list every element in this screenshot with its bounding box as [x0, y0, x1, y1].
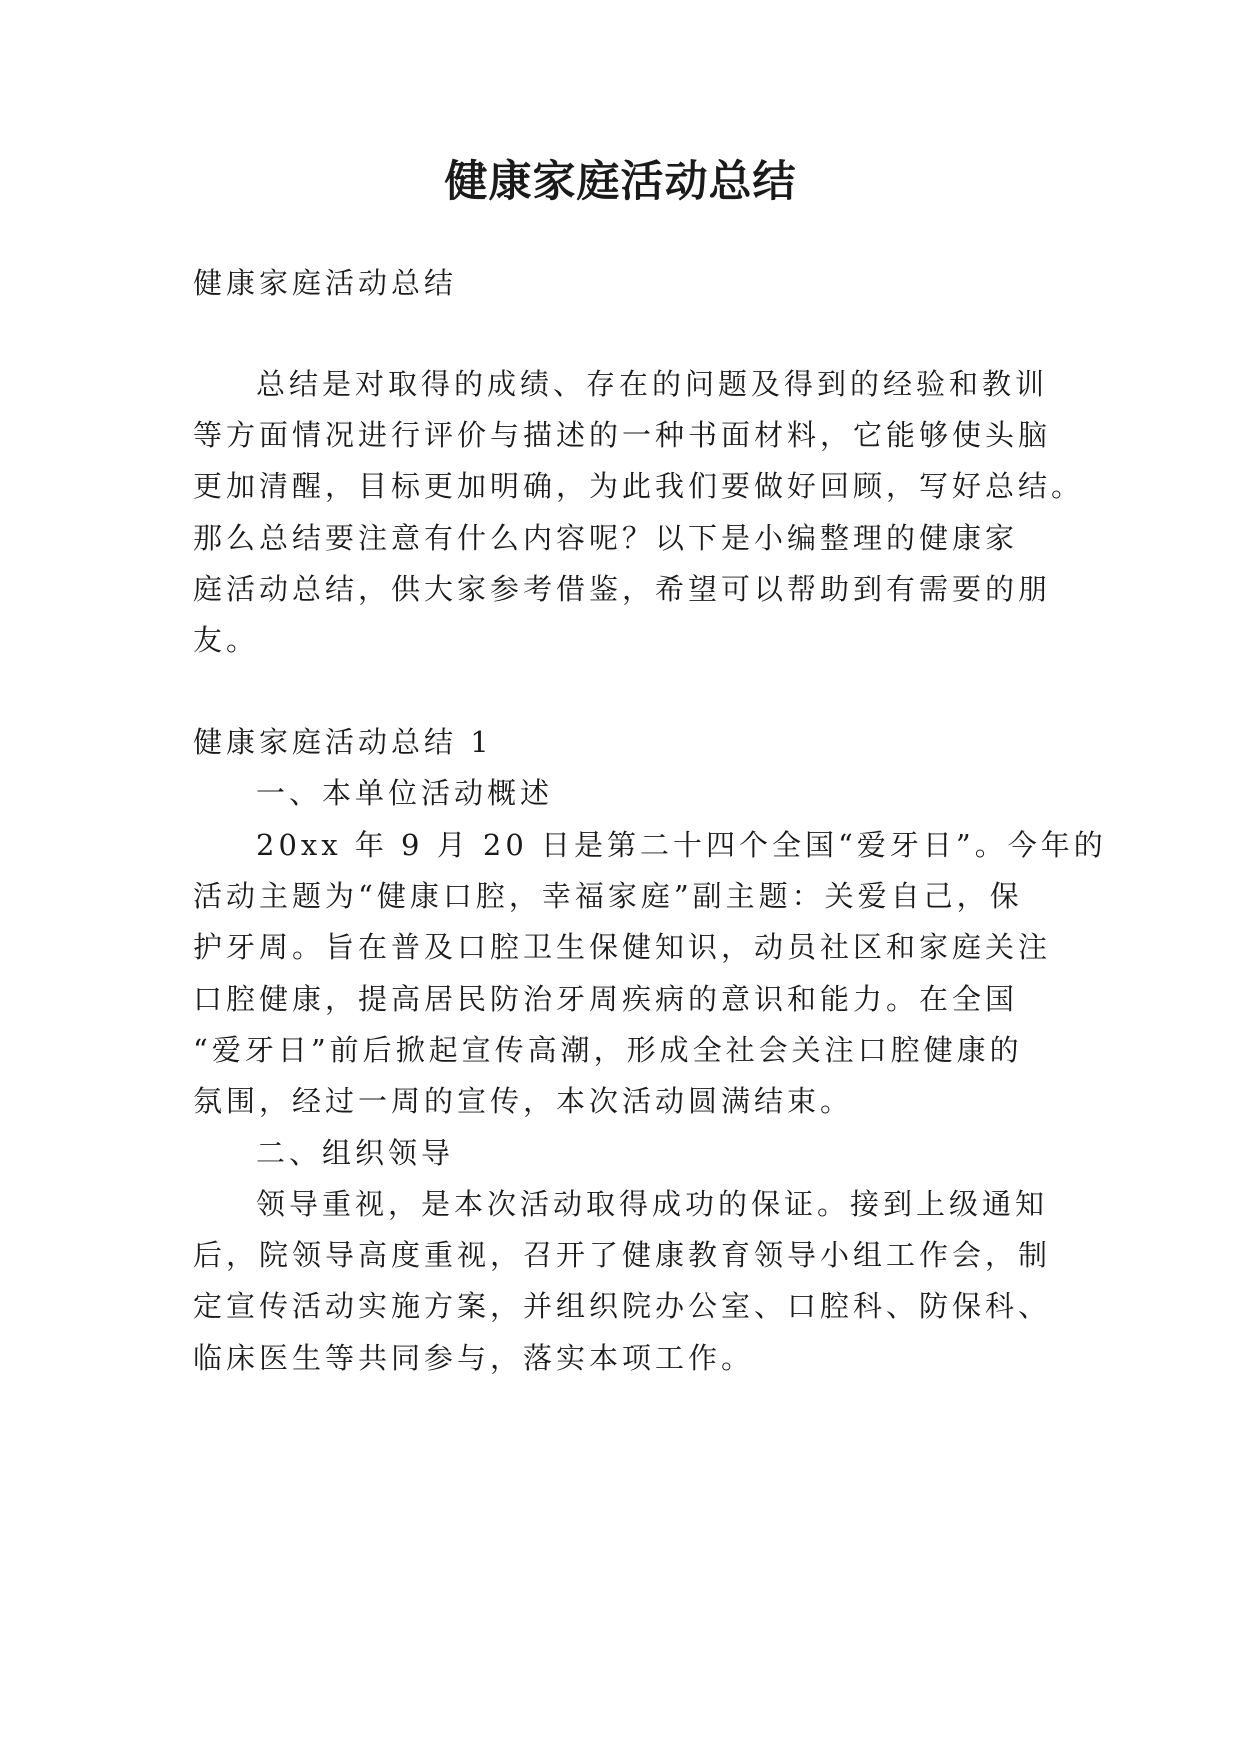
part-heading: 一、本单位活动概述	[256, 776, 554, 810]
body-line: 临床医生等共同参与，落实本项工作。	[193, 1341, 755, 1375]
intro-line: 那么总结要注意有什么内容呢？以下是小编整理的健康家	[193, 521, 1019, 555]
intro-line: 更加清醒，目标更加明确，为此我们要做好回顾，写好总结。	[193, 469, 1085, 503]
intro-line: 友。	[193, 623, 260, 657]
document-subtitle: 健康家庭活动总结	[193, 266, 458, 300]
body-line: 领导重视，是本次活动取得成功的保证。接到上级通知	[256, 1187, 1049, 1221]
body-line: 活动主题为“健康口腔，幸福家庭”副主题：关爱自己，保	[193, 879, 1023, 913]
body-line: 20xx 年 9 月 20 日是第二十四个全国“爱牙日”。今年的	[256, 828, 1107, 862]
intro-line: 总结是对取得的成绩、存在的问题及得到的经验和教训	[256, 367, 1049, 401]
body-line: 氛围，经过一周的宣传，本次活动圆满结束。	[193, 1084, 854, 1118]
body-line: 护牙周。旨在普及口腔卫生保健知识，动员社区和家庭关注	[193, 930, 1052, 964]
section-heading: 健康家庭活动总结 1	[193, 725, 493, 759]
body-line: “爱牙日”前后掀起宣传高潮，形成全社会关注口腔健康的	[193, 1033, 1023, 1067]
intro-line: 庭活动总结，供大家参考借鉴，希望可以帮助到有需要的朋	[193, 572, 1052, 606]
intro-line: 等方面情况进行评价与描述的一种书面材料，它能够使头脑	[193, 418, 1052, 452]
part-heading: 二、组织领导	[256, 1136, 455, 1170]
body-line: 后，院领导高度重视，召开了健康教育领导小组工作会，制	[193, 1238, 1052, 1272]
body-line: 定宣传活动实施方案，并组织院办公室、口腔科、防保科、	[193, 1289, 1052, 1323]
body-line: 口腔健康，提高居民防治牙周疾病的意识和能力。在全国	[193, 982, 1019, 1016]
document-title: 健康家庭活动总结	[444, 157, 797, 207]
